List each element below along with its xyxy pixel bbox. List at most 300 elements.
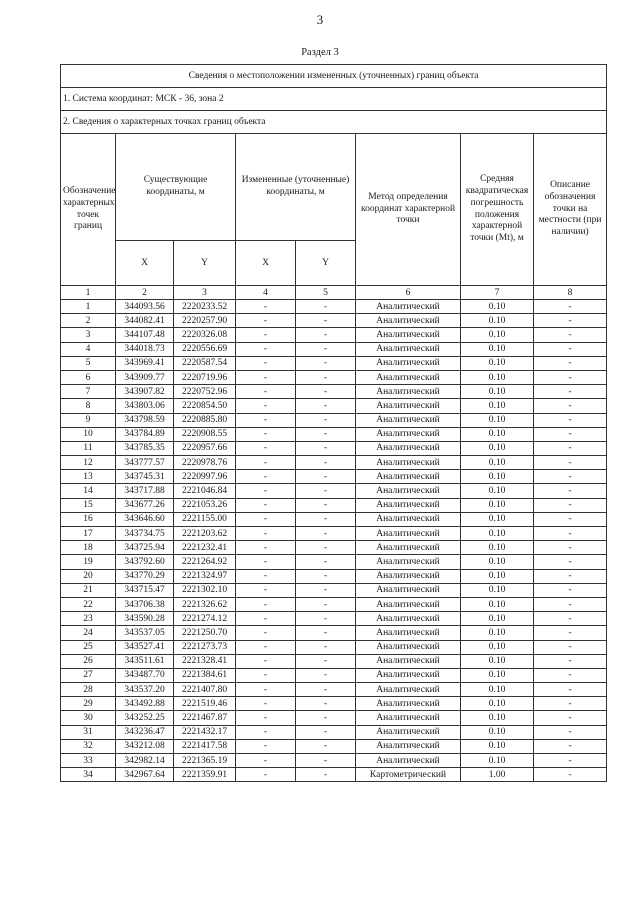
- existing-x-cell: 343492.88: [116, 697, 174, 711]
- error-cell: 0.10: [461, 370, 534, 384]
- existing-x-cell: 343734.75: [116, 527, 174, 541]
- error-cell: 0.10: [461, 512, 534, 526]
- description-cell: -: [534, 697, 607, 711]
- description-cell: -: [534, 498, 607, 512]
- error-cell: 0.10: [461, 683, 534, 697]
- description-cell: -: [534, 328, 607, 342]
- table-row: [61, 711, 607, 725]
- description-cell: -: [534, 427, 607, 441]
- existing-x-cell: 343677.26: [116, 498, 174, 512]
- changed-y-cell: -: [296, 768, 356, 782]
- changed-x-cell: -: [236, 328, 296, 342]
- error-cell: 0.10: [461, 597, 534, 611]
- existing-x-cell: 343969.41: [116, 356, 174, 370]
- existing-x-cell: 343785.35: [116, 441, 174, 455]
- point-number-cell: 33: [61, 754, 116, 768]
- point-number-cell: 23: [61, 612, 116, 626]
- table-row: [61, 754, 607, 768]
- changed-x-cell: -: [236, 739, 296, 753]
- description-cell: -: [534, 484, 607, 498]
- changed-x-cell: -: [236, 612, 296, 626]
- error-cell: 0.10: [461, 356, 534, 370]
- existing-y-cell: 2221250.70: [174, 626, 236, 640]
- table-row: [61, 328, 607, 342]
- point-number-cell: 28: [61, 683, 116, 697]
- description-cell: -: [534, 583, 607, 597]
- existing-y-cell: 2221053.26: [174, 498, 236, 512]
- description-cell: -: [534, 626, 607, 640]
- changed-x-cell: -: [236, 597, 296, 611]
- error-cell: 0.10: [461, 385, 534, 399]
- column-number: 2: [116, 286, 174, 300]
- existing-x-cell: 343706.38: [116, 597, 174, 611]
- method-cell: Аналитический: [356, 739, 461, 753]
- changed-y-cell: -: [296, 441, 356, 455]
- existing-y-cell: 2220885.80: [174, 413, 236, 427]
- changed-x-cell: -: [236, 314, 296, 328]
- existing-x-cell: 343527.41: [116, 640, 174, 654]
- method-cell: Аналитический: [356, 626, 461, 640]
- changed-x-cell: -: [236, 413, 296, 427]
- existing-y-cell: 2220997.96: [174, 470, 236, 484]
- changed-y-cell: -: [296, 342, 356, 356]
- point-number-cell: 1: [61, 300, 116, 314]
- points-heading: 2. Сведения о характерных точках границ объекта: [61, 111, 607, 134]
- existing-x-cell: 344093.56: [116, 300, 174, 314]
- existing-y-cell: 2221274.12: [174, 612, 236, 626]
- table-row: [61, 583, 607, 597]
- description-cell: -: [534, 569, 607, 583]
- header-method: Метод определения координат характерной точки: [356, 134, 461, 286]
- column-number: 6: [356, 286, 461, 300]
- section-title: Раздел 3: [301, 47, 339, 58]
- changed-y-cell: -: [296, 314, 356, 328]
- header-existing-coords: Существующие координаты, м: [116, 134, 236, 241]
- method-cell: Аналитический: [356, 612, 461, 626]
- point-number-cell: 9: [61, 413, 116, 427]
- table-row: [61, 470, 607, 484]
- table-row: [61, 456, 607, 470]
- changed-y-cell: -: [296, 456, 356, 470]
- table-row: [61, 441, 607, 455]
- method-cell: Аналитический: [356, 314, 461, 328]
- table-row: [61, 498, 607, 512]
- method-cell: Аналитический: [356, 356, 461, 370]
- point-number-cell: 10: [61, 427, 116, 441]
- header-existing-y: Y: [174, 241, 236, 286]
- point-number-cell: 32: [61, 739, 116, 753]
- changed-x-cell: -: [236, 583, 296, 597]
- error-cell: 0.10: [461, 626, 534, 640]
- changed-x-cell: -: [236, 300, 296, 314]
- method-cell: Аналитический: [356, 654, 461, 668]
- method-cell: Аналитический: [356, 441, 461, 455]
- table-row: [61, 541, 607, 555]
- method-cell: Аналитический: [356, 697, 461, 711]
- error-cell: 0.10: [461, 555, 534, 569]
- existing-y-cell: 2221384.61: [174, 668, 236, 682]
- changed-x-cell: -: [236, 356, 296, 370]
- description-cell: -: [534, 541, 607, 555]
- table-row: [61, 512, 607, 526]
- column-number: 8: [534, 286, 607, 300]
- method-cell: Аналитический: [356, 427, 461, 441]
- changed-x-cell: -: [236, 654, 296, 668]
- method-cell: Аналитический: [356, 583, 461, 597]
- header-changed-y: Y: [296, 241, 356, 286]
- point-number-cell: 21: [61, 583, 116, 597]
- table-row: [61, 697, 607, 711]
- method-cell: Аналитический: [356, 470, 461, 484]
- changed-x-cell: -: [236, 512, 296, 526]
- description-cell: -: [534, 470, 607, 484]
- coord-system: 1. Система координат: МСК - 36, зона 2: [61, 88, 607, 111]
- changed-y-cell: -: [296, 754, 356, 768]
- changed-x-cell: -: [236, 754, 296, 768]
- changed-x-cell: -: [236, 697, 296, 711]
- existing-y-cell: 2221326.62: [174, 597, 236, 611]
- point-number-cell: 31: [61, 725, 116, 739]
- error-cell: 0.10: [461, 300, 534, 314]
- changed-x-cell: -: [236, 569, 296, 583]
- existing-y-cell: 2221432.17: [174, 725, 236, 739]
- point-number-cell: 19: [61, 555, 116, 569]
- changed-y-cell: -: [296, 626, 356, 640]
- point-number-cell: 26: [61, 654, 116, 668]
- table-row: [61, 370, 607, 384]
- table-row: [61, 342, 607, 356]
- table-row: [61, 385, 607, 399]
- existing-y-cell: 2220233.52: [174, 300, 236, 314]
- changed-x-cell: -: [236, 626, 296, 640]
- error-cell: 0.10: [461, 725, 534, 739]
- changed-y-cell: -: [296, 612, 356, 626]
- error-cell: 0.10: [461, 569, 534, 583]
- table-row: [61, 569, 607, 583]
- table-row: [61, 356, 607, 370]
- error-cell: 0.10: [461, 456, 534, 470]
- existing-y-cell: 2221302.10: [174, 583, 236, 597]
- method-cell: Аналитический: [356, 725, 461, 739]
- existing-y-cell: 2221407.80: [174, 683, 236, 697]
- method-cell: Аналитический: [356, 456, 461, 470]
- changed-x-cell: -: [236, 541, 296, 555]
- error-cell: 0.10: [461, 654, 534, 668]
- method-cell: Аналитический: [356, 498, 461, 512]
- error-cell: 1.00: [461, 768, 534, 782]
- existing-x-cell: 343777.57: [116, 456, 174, 470]
- description-cell: -: [534, 754, 607, 768]
- description-cell: -: [534, 342, 607, 356]
- header-existing-x: X: [116, 241, 174, 286]
- existing-x-cell: 344107.48: [116, 328, 174, 342]
- changed-y-cell: -: [296, 484, 356, 498]
- changed-x-cell: -: [236, 668, 296, 682]
- error-cell: 0.10: [461, 342, 534, 356]
- table-title: Сведения о местоположении измененных (уточненных) границ объекта: [61, 65, 607, 88]
- changed-y-cell: -: [296, 527, 356, 541]
- description-cell: -: [534, 512, 607, 526]
- changed-x-cell: -: [236, 498, 296, 512]
- method-cell: Аналитический: [356, 683, 461, 697]
- description-cell: -: [534, 612, 607, 626]
- changed-y-cell: -: [296, 683, 356, 697]
- description-cell: -: [534, 668, 607, 682]
- table-row: [61, 640, 607, 654]
- description-cell: -: [534, 555, 607, 569]
- error-cell: 0.10: [461, 427, 534, 441]
- method-cell: Аналитический: [356, 711, 461, 725]
- changed-x-cell: -: [236, 683, 296, 697]
- point-number-cell: 30: [61, 711, 116, 725]
- point-number-cell: 7: [61, 385, 116, 399]
- description-cell: -: [534, 385, 607, 399]
- table-title-row: [61, 65, 607, 88]
- description-cell: -: [534, 370, 607, 384]
- page-number: 3: [316, 12, 324, 27]
- changed-y-cell: -: [296, 413, 356, 427]
- point-number-cell: 13: [61, 470, 116, 484]
- error-cell: 0.10: [461, 711, 534, 725]
- point-number-cell: 12: [61, 456, 116, 470]
- method-cell: Аналитический: [356, 385, 461, 399]
- description-cell: -: [534, 739, 607, 753]
- error-cell: 0.10: [461, 754, 534, 768]
- error-cell: 0.10: [461, 583, 534, 597]
- changed-y-cell: -: [296, 725, 356, 739]
- method-cell: Аналитический: [356, 328, 461, 342]
- error-cell: 0.10: [461, 640, 534, 654]
- existing-x-cell: 343715.47: [116, 583, 174, 597]
- existing-x-cell: 343909.77: [116, 370, 174, 384]
- existing-x-cell: 343487.70: [116, 668, 174, 682]
- method-cell: Аналитический: [356, 484, 461, 498]
- method-cell: Аналитический: [356, 640, 461, 654]
- table-row: [61, 597, 607, 611]
- changed-y-cell: -: [296, 555, 356, 569]
- header-changed-coords: Измененные (уточненные) координаты, м: [236, 134, 356, 241]
- header-description: Описание обозначения точки на местности (при наличии): [534, 134, 607, 286]
- changed-y-cell: -: [296, 640, 356, 654]
- point-number-cell: 4: [61, 342, 116, 356]
- point-number-cell: 15: [61, 498, 116, 512]
- point-number-cell: 24: [61, 626, 116, 640]
- changed-y-cell: -: [296, 356, 356, 370]
- changed-y-cell: -: [296, 711, 356, 725]
- existing-x-cell: 343792.60: [116, 555, 174, 569]
- table-row: [61, 427, 607, 441]
- description-cell: -: [534, 683, 607, 697]
- method-cell: Аналитический: [356, 300, 461, 314]
- existing-x-cell: 342982.14: [116, 754, 174, 768]
- error-cell: 0.10: [461, 399, 534, 413]
- method-cell: Аналитический: [356, 399, 461, 413]
- table-row: [61, 739, 607, 753]
- existing-y-cell: 2221273.73: [174, 640, 236, 654]
- existing-y-cell: 2221328.41: [174, 654, 236, 668]
- method-cell: Аналитический: [356, 555, 461, 569]
- existing-x-cell: 343252.25: [116, 711, 174, 725]
- changed-y-cell: -: [296, 739, 356, 753]
- existing-x-cell: 343212.08: [116, 739, 174, 753]
- description-cell: -: [534, 768, 607, 782]
- existing-y-cell: 2220719.96: [174, 370, 236, 384]
- existing-y-cell: 2221232.41: [174, 541, 236, 555]
- changed-y-cell: -: [296, 370, 356, 384]
- table-row: [61, 314, 607, 328]
- description-cell: -: [534, 300, 607, 314]
- changed-y-cell: -: [296, 583, 356, 597]
- description-cell: -: [534, 356, 607, 370]
- existing-x-cell: 343784.89: [116, 427, 174, 441]
- existing-x-cell: 343803.06: [116, 399, 174, 413]
- table-row: [61, 683, 607, 697]
- error-cell: 0.10: [461, 413, 534, 427]
- error-cell: 0.10: [461, 612, 534, 626]
- method-cell: Аналитический: [356, 527, 461, 541]
- existing-y-cell: 2220556.69: [174, 342, 236, 356]
- table-row: [61, 484, 607, 498]
- existing-y-cell: 2220854.50: [174, 399, 236, 413]
- existing-y-cell: 2220326.08: [174, 328, 236, 342]
- header-error: Средняя квадратическая погрешность положения характерной точки (Mt), м: [461, 134, 534, 286]
- changed-x-cell: -: [236, 725, 296, 739]
- point-number-cell: 8: [61, 399, 116, 413]
- existing-x-cell: 343798.59: [116, 413, 174, 427]
- table-row: [61, 555, 607, 569]
- changed-y-cell: -: [296, 498, 356, 512]
- error-cell: 0.10: [461, 328, 534, 342]
- changed-y-cell: -: [296, 328, 356, 342]
- existing-y-cell: 2221467.87: [174, 711, 236, 725]
- table-row: [61, 399, 607, 413]
- method-cell: Аналитический: [356, 569, 461, 583]
- existing-y-cell: 2220752.96: [174, 385, 236, 399]
- existing-x-cell: 344018.73: [116, 342, 174, 356]
- point-number-cell: 5: [61, 356, 116, 370]
- existing-x-cell: 343537.20: [116, 683, 174, 697]
- point-number-cell: 20: [61, 569, 116, 583]
- changed-y-cell: -: [296, 569, 356, 583]
- existing-y-cell: 2220587.54: [174, 356, 236, 370]
- column-number: 1: [61, 286, 116, 300]
- existing-x-cell: 343646.60: [116, 512, 174, 526]
- table-row: [61, 527, 607, 541]
- method-cell: Аналитический: [356, 668, 461, 682]
- changed-y-cell: -: [296, 427, 356, 441]
- method-cell: Картометрический: [356, 768, 461, 782]
- existing-y-cell: 2220257.90: [174, 314, 236, 328]
- changed-x-cell: -: [236, 470, 296, 484]
- changed-x-cell: -: [236, 385, 296, 399]
- point-number-cell: 34: [61, 768, 116, 782]
- header-designation: Обозначение характерных точек границ: [61, 134, 116, 286]
- changed-y-cell: -: [296, 399, 356, 413]
- existing-x-cell: 343725.94: [116, 541, 174, 555]
- changed-y-cell: -: [296, 512, 356, 526]
- description-cell: -: [534, 413, 607, 427]
- existing-x-cell: 344082.41: [116, 314, 174, 328]
- changed-x-cell: -: [236, 711, 296, 725]
- column-number-row: [61, 286, 607, 300]
- method-cell: Аналитический: [356, 597, 461, 611]
- existing-x-cell: 343236.47: [116, 725, 174, 739]
- point-number-cell: 2: [61, 314, 116, 328]
- table-row: [61, 768, 607, 782]
- table-row: [61, 413, 607, 427]
- error-cell: 0.10: [461, 527, 534, 541]
- error-cell: 0.10: [461, 697, 534, 711]
- error-cell: 0.10: [461, 314, 534, 328]
- point-number-cell: 3: [61, 328, 116, 342]
- changed-x-cell: -: [236, 370, 296, 384]
- existing-y-cell: 2220957.66: [174, 441, 236, 455]
- coordinates-table: [60, 64, 607, 782]
- error-cell: 0.10: [461, 668, 534, 682]
- point-number-cell: 22: [61, 597, 116, 611]
- table-row: [61, 668, 607, 682]
- column-number: 7: [461, 286, 534, 300]
- table-row: [61, 725, 607, 739]
- point-number-cell: 11: [61, 441, 116, 455]
- existing-x-cell: 343511.61: [116, 654, 174, 668]
- changed-x-cell: -: [236, 441, 296, 455]
- changed-x-cell: -: [236, 527, 296, 541]
- existing-y-cell: 2220978.76: [174, 456, 236, 470]
- column-number: 3: [174, 286, 236, 300]
- header-changed-x: X: [236, 241, 296, 286]
- description-cell: -: [534, 640, 607, 654]
- point-number-cell: 6: [61, 370, 116, 384]
- header-row: [61, 134, 607, 241]
- changed-x-cell: -: [236, 484, 296, 498]
- existing-x-cell: 343770.29: [116, 569, 174, 583]
- changed-y-cell: -: [296, 470, 356, 484]
- method-cell: Аналитический: [356, 413, 461, 427]
- error-cell: 0.10: [461, 541, 534, 555]
- changed-x-cell: -: [236, 342, 296, 356]
- existing-y-cell: 2221046.84: [174, 484, 236, 498]
- description-cell: -: [534, 314, 607, 328]
- changed-x-cell: -: [236, 640, 296, 654]
- changed-y-cell: -: [296, 597, 356, 611]
- method-cell: Аналитический: [356, 541, 461, 555]
- existing-y-cell: 2221365.19: [174, 754, 236, 768]
- existing-x-cell: 343745.31: [116, 470, 174, 484]
- points-heading-row: [61, 111, 607, 134]
- description-cell: -: [534, 711, 607, 725]
- existing-x-cell: 343907.82: [116, 385, 174, 399]
- description-cell: -: [534, 399, 607, 413]
- changed-x-cell: -: [236, 768, 296, 782]
- table-row: [61, 654, 607, 668]
- error-cell: 0.10: [461, 470, 534, 484]
- point-number-cell: 17: [61, 527, 116, 541]
- existing-x-cell: 342967.64: [116, 768, 174, 782]
- changed-x-cell: -: [236, 399, 296, 413]
- existing-x-cell: 343590.28: [116, 612, 174, 626]
- column-number: 4: [236, 286, 296, 300]
- method-cell: Аналитический: [356, 370, 461, 384]
- existing-x-cell: 343537.05: [116, 626, 174, 640]
- changed-y-cell: -: [296, 300, 356, 314]
- existing-y-cell: 2221264.92: [174, 555, 236, 569]
- table-row: [61, 612, 607, 626]
- table-row: [61, 300, 607, 314]
- column-number: 5: [296, 286, 356, 300]
- point-number-cell: 25: [61, 640, 116, 654]
- existing-y-cell: 2220908.55: [174, 427, 236, 441]
